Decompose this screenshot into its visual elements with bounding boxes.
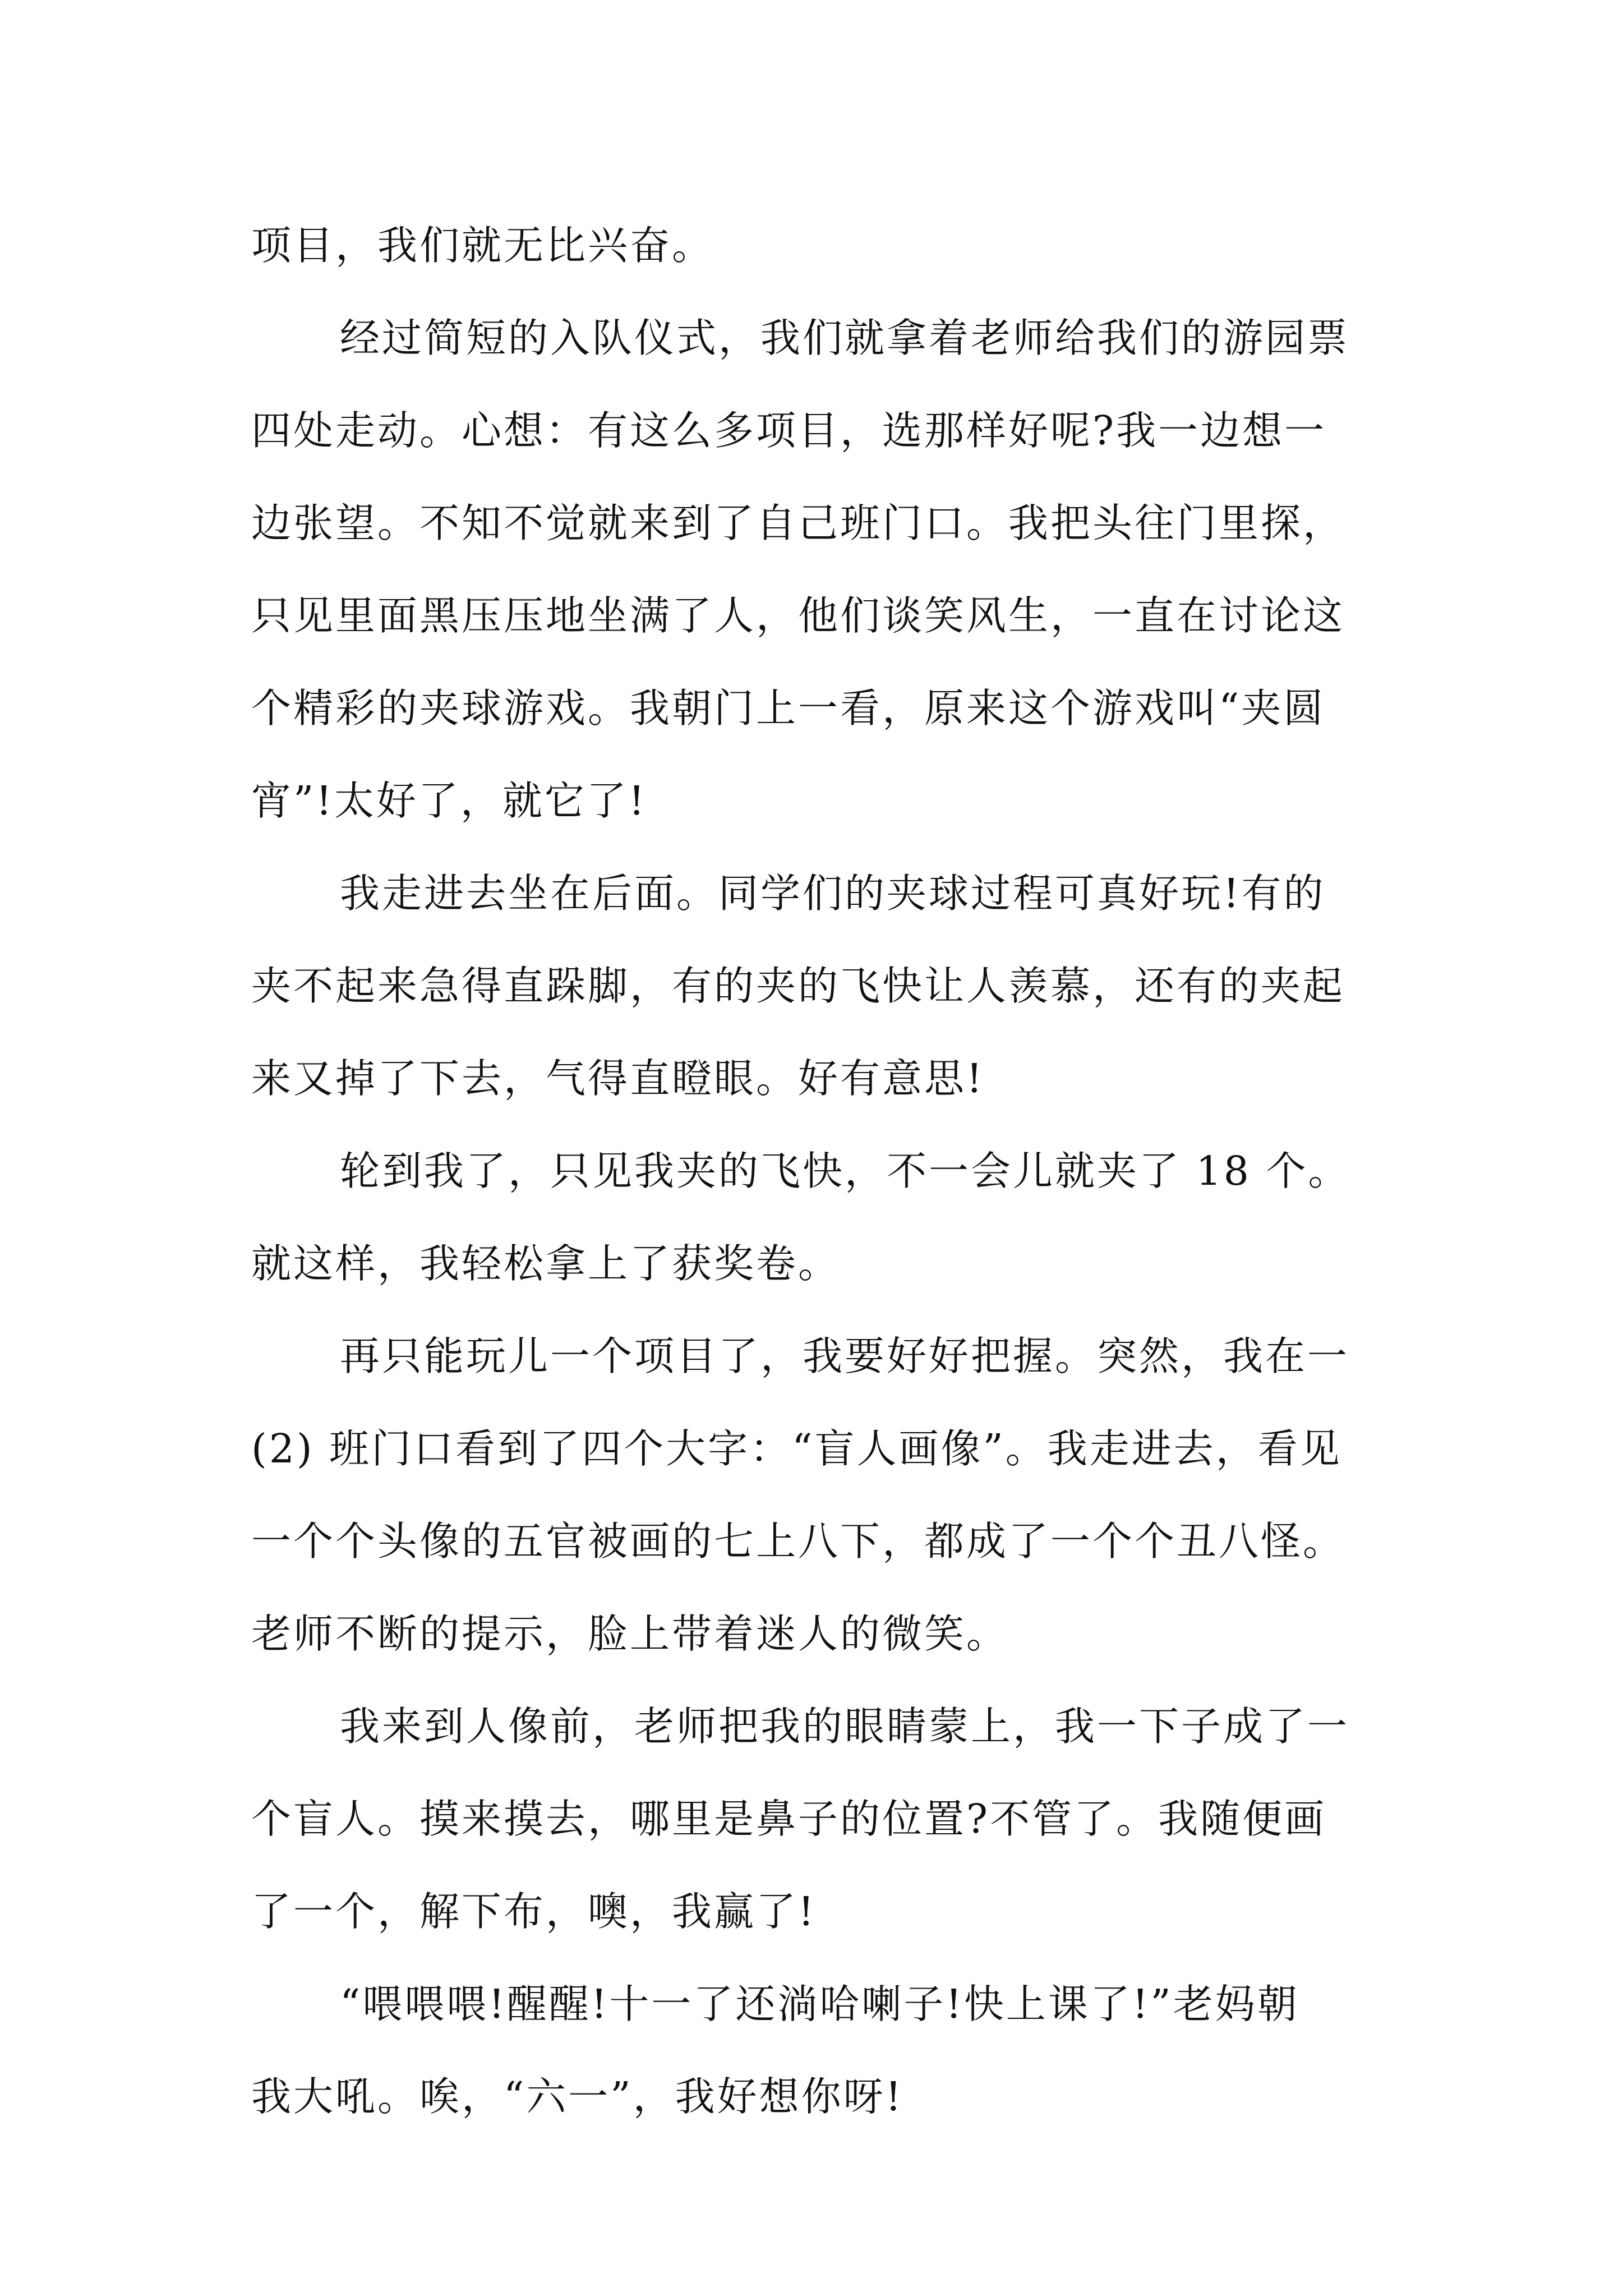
text-line: 宵”!太好了，就它了! xyxy=(251,777,647,824)
text-line: “喂喂喂!醒醒!十一了还淌哈喇子!快上课了!”老妈朝 xyxy=(340,1981,1299,2027)
text-line: 老师不断的提示，脸上带着迷人的微笑。 xyxy=(251,1611,1009,1657)
text-line: 个盲人。摸来摸去，哪里是鼻子的位置?不管了。我随便画 xyxy=(251,1796,1327,1842)
article-body xyxy=(251,199,1378,2143)
text-line: (2) 班门口看到了四个大字：“盲人画像”。我走进去，看见 xyxy=(251,1425,1342,1472)
text-line: 再只能玩儿一个项目了，我要好好把握。突然，我在一 xyxy=(340,1333,1350,1379)
text-line: 就这样，我轻松拿上了获奖卷。 xyxy=(251,1240,841,1287)
text-line: 只见里面黑压压地坐满了人，他们谈笑风生，一直在讨论这 xyxy=(251,592,1345,639)
text-line: 来又掉了下去，气得直瞪眼。好有意思! xyxy=(251,1055,985,1102)
text-line: 我大吼。唉，“六一”，我好想你呀! xyxy=(251,2073,904,2120)
text-line: 个精彩的夹球游戏。我朝门上一看，原来这个游戏叫“夹圆 xyxy=(251,685,1326,731)
text-line: 项目，我们就无比兴奋。 xyxy=(251,222,714,269)
text-line: 了一个，解下布，噢，我赢了! xyxy=(251,1888,817,1935)
text-line: 我来到人像前，老师把我的眼睛蒙上，我一下子成了一 xyxy=(340,1703,1350,1750)
text-line: 一个个头像的五官被画的七上八下，都成了一个个丑八怪。 xyxy=(251,1518,1345,1565)
text-line: 夹不起来急得直跺脚，有的夹的飞快让人羡慕，还有的夹起 xyxy=(251,963,1345,1009)
text-line: 四处走动。心想：有这么多项目，选那样好呢?我一边想一 xyxy=(251,407,1327,454)
text-line: 我走进去坐在后面。同学们的夹球过程可真好玩!有的 xyxy=(340,870,1326,917)
text-line: 边张望。不知不觉就来到了自己班门口。我把头往门里探， xyxy=(251,500,1345,546)
text-line: 轮到我了，只见我夹的飞快，不一会儿就夹了 18 个。 xyxy=(340,1148,1350,1194)
text-line: 经过简短的入队仪式，我们就拿着老师给我们的游园票 xyxy=(340,315,1350,361)
